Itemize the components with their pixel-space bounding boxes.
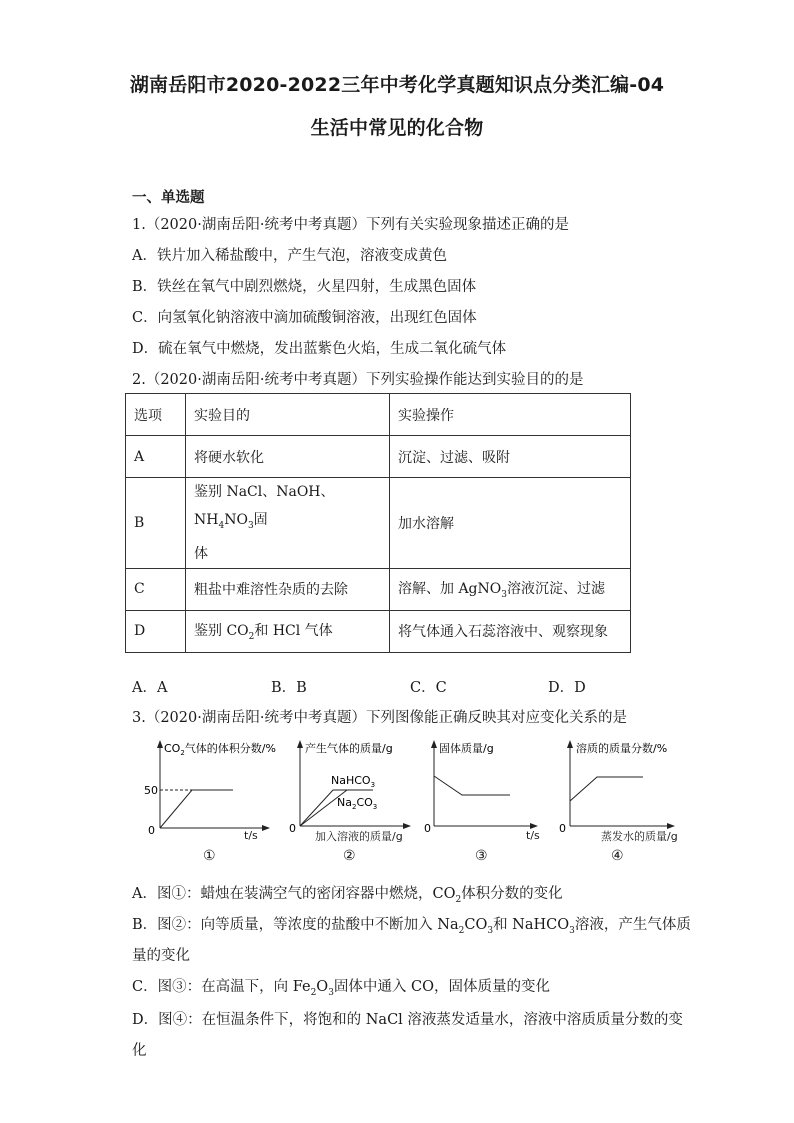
q3-option-b: B．图②：向等质量，等浓度的盐酸中不断加入 $Na_2CO_3$和 NaHCO$_3$溶液，产生气体质 — [132, 917, 691, 936]
q1-option-d: D．硫在氧气中燃烧，发出蓝紫色火焰，生成二氧化硫气体 — [132, 341, 507, 357]
q2-answer-b: B．B — [271, 680, 307, 696]
graph-2-number: ② — [343, 848, 356, 864]
section-heading: 一、单选题 — [132, 190, 205, 206]
graph-4-number: ④ — [611, 848, 624, 864]
q3-option-d: D．图④：在恒温条件下，将饱和的 NaCl 溶液蒸发适量水，溶液中溶质质量分数的变 — [132, 1012, 683, 1028]
q1-option-a: A．铁片加入稀盐酸中，产生气泡，溶液变成黄色 — [132, 248, 447, 264]
q3-option-a: A．图①：蜡烛在装满空气的密闭容器中燃烧，$CO_2$体积分数的变化 — [132, 886, 563, 905]
graph-2-ylabel: 产生气体的质量/g — [305, 742, 393, 755]
graph-4-origin: 0 — [559, 822, 566, 835]
q1-stem: 1.（2020·湖南岳阳·统考中考真题）下列有关实验现象描述正确的是 — [132, 217, 569, 233]
text-fragment: 体 — [194, 545, 208, 562]
text-fragment: 溶液沉淀、过滤 — [506, 581, 605, 598]
graph-1-xlabel: t/s — [244, 829, 258, 842]
graph-3-ylabel: 固体质量/g — [439, 742, 494, 755]
table-cell-purpose: 将硬水软化 — [186, 436, 390, 478]
graph-3 — [422, 740, 552, 840]
graph-1-origin: 0 — [148, 824, 155, 837]
subscript: 2 — [248, 632, 255, 643]
graph-4 — [557, 740, 692, 840]
graph-4-xlabel: 蒸发水的质量/g — [601, 830, 678, 843]
q2-stem: 2.（2020·湖南岳阳·统考中考真题）下列实验操作能达到实验目的的是 — [132, 372, 584, 388]
q3-option-b-continued: 量的变化 — [132, 948, 190, 964]
table-row — [126, 436, 631, 478]
graph-1-ylabel: $CO_2$气体的体积分数/% — [164, 742, 276, 757]
table-cell-operation: 加水溶解 — [390, 478, 631, 569]
table-header-cell: 选项 — [126, 394, 186, 436]
graph-2-xlabel: 加入溶液的质量/g — [315, 830, 403, 843]
q2-answer-d: D．D — [548, 680, 586, 696]
text-fragment: 鉴别 NaCl、NaOH、NH — [194, 484, 335, 528]
table-header-cell: 实验操作 — [390, 394, 631, 436]
table-cell-purpose — [186, 610, 390, 652]
text-fragment: 和 HCl 气体 — [254, 623, 333, 640]
text-fragment: 固 — [253, 512, 268, 528]
table-cell-option: B — [126, 478, 186, 569]
table-row — [126, 568, 631, 610]
q1-option-b: B．铁丝在氧气中剧烈燃烧，火星四射，生成黑色固体 — [132, 279, 477, 295]
table-header-cell: 实验目的 — [186, 394, 390, 436]
graph-3-xlabel: t/s — [526, 829, 540, 842]
q2-table — [125, 393, 631, 653]
table-row — [126, 610, 631, 652]
q3-option-d-continued: 化 — [132, 1043, 147, 1059]
table-cell-operation: 将气体通入石蕊溶液中、观察现象 — [390, 610, 631, 652]
q1-option-c: C．向氢氧化钠溶液中滴加硫酸铜溶液，出现红色固体 — [132, 310, 477, 326]
q2-answer-a: A．A — [132, 680, 168, 696]
table-cell-option: C — [126, 568, 186, 610]
subscript: 3 — [247, 520, 254, 531]
text-fragment: 溶解、加 AgNO — [398, 581, 502, 598]
graph-2-series1-label: NaHCO$_3$ — [331, 774, 376, 789]
text-fragment: NO — [224, 512, 248, 528]
q3-stem: 3.（2020·湖南岳阳·统考中考真题）下列图像能正确反映其对应变化关系的是 — [132, 710, 627, 726]
document-title-line1: 湖南岳阳市2020-2022三年中考化学真题知识点分类汇编-04 — [129, 74, 665, 96]
graph-1-ytick: 50 — [144, 784, 158, 797]
document-title-line2: 生活中常见的化合物 — [310, 117, 484, 139]
table-cell-option: A — [126, 436, 186, 478]
text-fragment: 鉴别 CO — [194, 623, 249, 640]
graph-1-number: ① — [203, 848, 216, 864]
table-cell-operation: 沉淀、过滤、吸附 — [390, 436, 631, 478]
table-header-row — [126, 394, 631, 436]
graph-2-origin: 0 — [289, 822, 296, 835]
graph-4-ylabel: 溶质的质量分数/% — [576, 742, 668, 755]
q2-answer-c: C．C — [410, 680, 447, 696]
graph-2-series2-label: $Na_2CO_3$ — [337, 796, 378, 811]
table-cell-purpose: 粗盐中难溶性杂质的去除 — [186, 568, 390, 610]
table-cell-option: D — [126, 610, 186, 652]
table-row — [126, 478, 631, 569]
table-cell-operation — [390, 568, 631, 610]
graph-2 — [285, 740, 420, 840]
subscript: 3 — [501, 590, 507, 601]
subscript: 4 — [218, 520, 225, 531]
graph-1 — [140, 740, 280, 840]
table-cell-purpose — [186, 478, 390, 569]
graph-3-number: ③ — [475, 848, 488, 864]
q3-option-c: C．图③：在高温下，向 $Fe_2O_3$固体中通入 CO，固体质量的变化 — [132, 979, 551, 998]
graph-3-origin: 0 — [424, 822, 431, 835]
